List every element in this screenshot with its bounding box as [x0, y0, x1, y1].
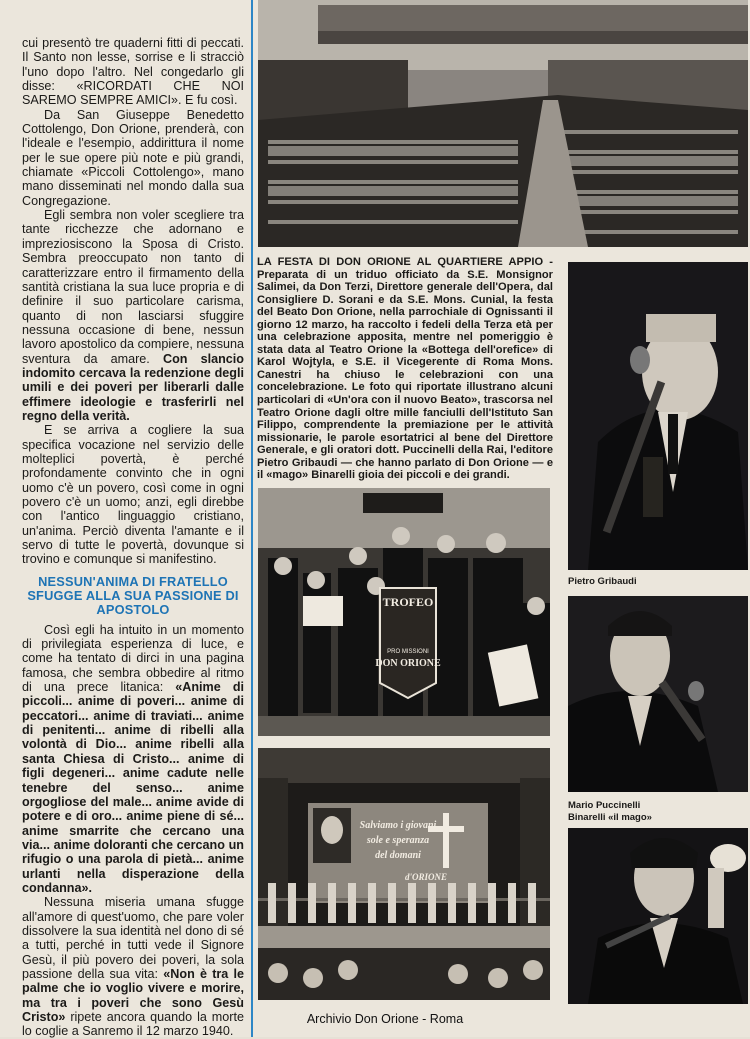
- label-gribaudi: Pietro Gribaudi: [568, 576, 637, 587]
- poster-line-4: d'ORIONE: [404, 872, 448, 882]
- poster-line-2: sole e speranza: [366, 835, 430, 846]
- photo-caption: [257, 256, 553, 482]
- column-divider: [251, 0, 253, 1037]
- photo-theatre-audience: [258, 0, 748, 247]
- label-puccinelli: Mario Puccinelli: [568, 800, 641, 811]
- article-paragraph-3: Egli sembra non voler scegliere tra tante ricchezze che adornano e impreziosiscono la Sposa di Cristo. Sembra preoccupato non tanto di caratterizzare entro il firmamento della santità cristiana la sua luce propria e di definire il suo particolare carisma, quanto di non lasciarsi sfuggire nessuna occasione di bene, nessun lavoro apostolico da compiere, nessuna sventura da amare. Con slancio indomito cercava la redenzione degli umili e dei poveri per liberarli dalle effimere ideologie e trasferirli nel regno della verità.: [22, 208, 244, 423]
- article-paragraph-5: Così egli ha intuito in un momento di privilegiata esperienza di luce, e come ha tentato di dirci in una pagina famosa, che sembra obbedire al ritmo di una prece litanica: «Anime di piccoli... anime di poveri... anime di peccatori... anime di traviati... anime di penitenti... anime di ribelli alla volontà di Dio... anime ribelli alla santa Chiesa di Cristo... anime di figli degeneri... anime cadute nelle tenebre del senso... anime orgogliose del male... anime avide di potere e di oro... anime piene di sé... anime smarrite che cercano una via... anime doloranti che cercano un rifugio o una parola di pietà... anime urlanti nella disperazione della condanna».: [22, 622, 245, 895]
- article-paragraph-6: Nessuna miseria umana sfugge all'amore di quest'uomo, che pare voler dissolvere la sua identità nel dono di sé a tutti, perché in tutti vede il Signore Gesù, il più povero dei poveri, la sola passione della sua vita: «Non è tra le palme che io voglio vivere e morire, ma tra i poveri che sono Gesù Cristo» ripete ancora quando la morte lo coglie a Sanremo il 12 marzo 1940.: [22, 895, 245, 1039]
- banner-line-don-orione: DON ORIONE: [375, 658, 441, 669]
- article-paragraph-1: cui presentò tre quaderni fitti di peccati. Il Santo non lesse, sorrise e li stracciò l'uno dopo l'altro. Nel congedarlo gli disse: «RICORDATI CHE NOI SAREMO SEMPRE AMICI». E fu così.: [22, 36, 244, 108]
- photo-trophy-presentation: [258, 488, 550, 736]
- photo-binarelli-magician: [568, 828, 748, 1004]
- banner-line-pro-missioni: PRO MISSIONI: [387, 649, 429, 655]
- photo-mario-puccinelli: [568, 596, 748, 792]
- poster-line-1: Salviamo i giovani: [359, 820, 437, 831]
- litany-quote: «Anime di piccoli... anime di poveri... anime di peccatori... anime di traviati... anime di penitenti... anime di ribelli alla volontà di Dio... anime ribelli alla santa Chiesa di Cristo... anime di figli degeneri... anime cadute nelle tenebre del senso... anime orgogliose del male... anime avide di potere e di oro... anime piene di sé... anime smarrite che cercano una via... anime doloranti che cercano un rifugio o una parola di pietà... anime urlanti nella disperazione della condanna».: [22, 680, 245, 895]
- archive-footer: Archivio Don Orione - Roma: [306, 1012, 464, 1026]
- article-column: [22, 36, 244, 1039]
- label-binarelli: Binarelli «il mago»: [568, 812, 652, 823]
- final-quote: «Non è tra le palme che io voglio vivere e morire, ma tra i poveri che sono Gesù Cristo»: [22, 966, 245, 1024]
- poster-line-3: del domani: [375, 850, 421, 861]
- photo-stage-poster: [258, 748, 550, 1000]
- caption-heading: LA FESTA DI DON ORIONE AL QUARTIERE APPIO: [257, 256, 544, 268]
- caption-body: - Preparata di un triduo officiato da S.E. Monsignor Salimei, da Don Terzi, Direttore generale dell'Opera, dal Consigliere D. Sorani e da S.E. Mons. Cunial, la festa del Beato Don Orione, nella parrochiale di Ognissanti il giorno 12 marzo, ha raccolto i fedeli della Terza età per una celebrazione apposita, mentre nel pomeriggio è stata data al Teatro Orione la «Bottega dell'orefice» di Karol Wojtyla, e S.E. il Vicegerente di Roma Mons. Canestri ha chiuso le celebrazioni con una concelebrazione. Le foto qui riportate illustrano alcuni particolari di «Un'ora con il nuovo Beato», trascorsa nel Teatro Orione dagli oltre mille fanciulli dell'Istituto San Filippo, comprendente la premiazione per le attività missionarie, le parole esortatrici al bene del Direttore Generale, e gli oratori dott. Puccinelli della Rai, l'editore Pietro Gribaudi — che hanno parlato di Don Orione — e il «mago» Binarelli gioia dei piccoli e dei grandi.: [257, 256, 553, 482]
- photo-pietro-gribaudi: [568, 262, 748, 570]
- article-subheading: NESSUN'ANIMA DI FRATELLO SFUGGE ALLA SUA PASSIONE DI APOSTOLO: [27, 573, 239, 617]
- banner-line-trofeo: TROFEO: [382, 595, 434, 609]
- article-paragraph-2: Da San Giuseppe Benedetto Cottolengo, Don Orione, prenderà, con l'ideale e l'esempio, addirittura il nome per le sue opere più note e più grandi, chiamate «Piccoli Cottolengo», mano mano disseminati nel mondo dalla sua Congregazione.: [22, 107, 244, 208]
- article-paragraph-4: E se arriva a cogliere la sua specifica vocazione nel servizio delle molteplici povertà, è perché profondamente convinto che in ogni uomo c'è un povero, così come in ogni povero c'è un uomo; anzi, egli direbbe con l'antico linguaggio cristiano, un'anima. Perciò diventa l'amante e il servo di tutte le povertà, dovunque si trovino e comunque si manifestino.: [22, 423, 244, 567]
- article-emphasis: Con slancio indomito cercava la redenzione degli umili e dei poveri per liberarli dalle effimere ideologie e trasferirli nel regno della verità.: [22, 351, 244, 423]
